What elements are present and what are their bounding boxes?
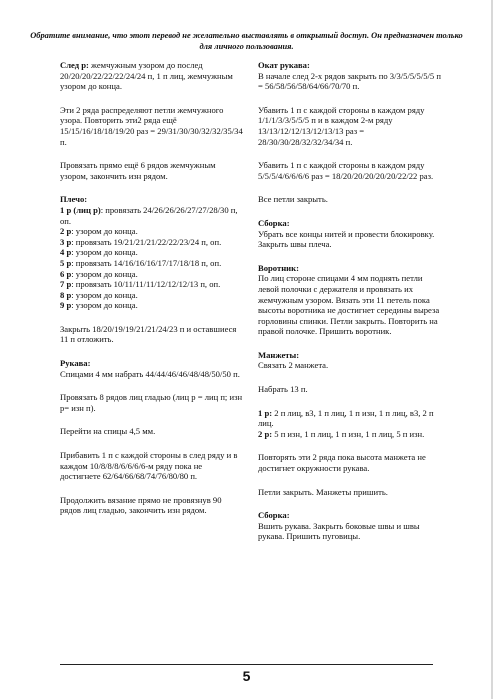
instruction-paragraph: Продолжить вязание прямо не провязнув 90 рядов лиц гладью, закончить изн рядом.	[60, 494, 222, 516]
section-title-sleeve-cap: Окат рукава:	[258, 60, 310, 70]
row-label: 7 р	[60, 279, 72, 290]
section-title-final-assembly: Сборка:	[258, 510, 290, 521]
cuff-rows	[258, 408, 441, 440]
instruction-paragraph: Провязать 8 рядов лиц гладью (лиц р = лиц п; изн р= изн п).	[60, 392, 243, 413]
instruction-paragraph: Закрыть 18/20/19/19/21/21/24/23 п и оставшиеся 11 п отложить.	[60, 323, 237, 345]
instruction-paragraph: Убавить 1 п с каждой стороны в каждом ряду 5/5/5/4/6/6/6/6 раз = 18/20/20/20/20/20/22/22 раз.	[258, 160, 434, 181]
row-label: 3 р	[60, 236, 72, 247]
cuff-row	[258, 408, 441, 429]
instruction-paragraph: Эти 2 ряда распределяют петли жемчужного узора. Повторить эти2 ряда ещё 15/15/16/18/18/19/20 раз = 29/31/30/30/32/32/35/34 п.	[60, 104, 243, 147]
shoulder-rows	[60, 205, 243, 311]
section-title-assembly: Сборка:	[258, 217, 290, 228]
instruction-paragraph: В начале след 2-х рядов закрыть по 3/3/5/5/5/5/5 п = 56/58/56/58/64/66/70/70 п.	[258, 70, 441, 92]
shoulder-row	[60, 269, 243, 280]
row-text: 5 п изн, 1 п лиц, 1 п изн, 1 п лиц, 5 п изн.	[272, 428, 425, 439]
section-title-sleeves: Рукава:	[60, 358, 91, 369]
section-title-cuffs: Манжеты:	[258, 349, 300, 360]
row-text: жемчужным узором до послед 20/20/20/22/22/22/24/24 п, 1 п лиц, жемчужным узором до конца.	[60, 60, 233, 92]
shoulder-row	[60, 247, 243, 258]
instruction-paragraph: Вшить рукава. Закрыть боковые швы и швы рукава. Пришить пуговицы.	[258, 520, 420, 542]
shoulder-row	[60, 279, 243, 290]
shoulder-row	[60, 258, 243, 269]
row-label: 1 р (лиц р)	[60, 204, 101, 215]
row-label: 2 р:	[258, 428, 273, 439]
row-label: 1 р:	[258, 407, 273, 418]
instruction-paragraph: По лиц стороне спицами 4 мм поднять петли левой полочки с держателя и провязать их жемчужным узором. Вязать эти 11 петель пока высоты воротника не достигнет середины выреза горловины спинки. Петли закрыть. Повторить на правой полочке. Пришить воротник.	[258, 273, 440, 337]
row-label: 8 р	[60, 289, 72, 300]
row-label: 5 р	[60, 257, 72, 268]
row-text: 2 п лиц, в3, 1 п лиц, 1 п изн, 1 п лиц, в3, 2 п лиц.	[258, 407, 434, 429]
instruction-paragraph: Набрать 13 п.	[258, 384, 308, 395]
footer-divider	[60, 664, 433, 665]
row-label: 4 р	[60, 247, 72, 258]
shoulder-row	[60, 300, 243, 311]
shoulder-row	[60, 226, 243, 237]
row-text: : провязать 24/26/26/26/27/27/28/30 п, оп.	[60, 204, 238, 226]
instruction-paragraph: Прибавить 1 п с каждой стороны в след ряду и в каждом 10/8/8/8/6/6/6/6-м ряду пока не достигнете 62/64/66/68/74/76/80/80 п.	[60, 450, 238, 482]
instruction-paragraph: Перейти на спицы 4,5 мм.	[60, 426, 156, 437]
instruction-paragraph: Петли закрыть. Манжеты пришить.	[258, 486, 388, 497]
instruction-paragraph: Все петли закрыть.	[258, 194, 328, 205]
copyright-notice: Обратите внимание, что этот перевод не желательно выставлять в открытый доступ. Он предназначен только для личного пользования.	[30, 31, 463, 51]
instruction-paragraph: Повторять эти 2 ряда пока высота манжета не достигнет окружности рукава.	[258, 452, 426, 474]
shoulder-row	[60, 237, 243, 248]
row-text: : узором до конца.	[71, 289, 138, 300]
instruction-paragraph: Провязать прямо ещё 6 рядов жемчужным узором, закончить изн рядом.	[60, 160, 216, 181]
section-title-collar: Воротник:	[258, 262, 299, 273]
row-label: 9 р	[60, 300, 72, 311]
row-text: : узором до конца.	[71, 268, 138, 279]
cuff-row	[258, 429, 441, 440]
instruction-paragraph: Убрать все концы нитей и провести блокировку. Закрыть швы плеча.	[258, 228, 435, 250]
instruction-paragraph	[60, 60, 243, 92]
section-title-shoulder: Плечо:	[60, 194, 88, 205]
row-text: : узором до конца.	[71, 300, 138, 311]
page-number: 5	[242, 668, 251, 684]
instruction-paragraph: Связать 2 манжета.	[258, 360, 329, 371]
left-column	[60, 60, 243, 516]
row-label: 6 р	[60, 268, 72, 279]
row-text: : узором до конца.	[71, 247, 138, 258]
row-text: : провязать 19/21/21/21/22/22/23/24 п, оп.	[71, 236, 222, 247]
shoulder-row	[60, 290, 243, 301]
row-text: : узором до конца.	[71, 226, 138, 237]
row-text: : провязать 10/11/11/11/12/12/12/13 п, оп.	[71, 279, 221, 290]
right-column	[258, 60, 441, 542]
row-label: 2 р	[60, 226, 72, 237]
row-label: След р:	[60, 60, 89, 70]
instruction-paragraph: Убавить 1 п с каждой стороны в каждом ряду 1/1/1/3/3/5/5/5 п и в каждом 2-м ряду 13/13/12/12/13/12/13/13 раз = 28/30/30/28/32/32/34/34 п.	[258, 104, 425, 147]
shoulder-row	[60, 205, 243, 226]
row-text: : провязать 14/16/16/16/17/17/18/18 п, оп.	[71, 257, 222, 268]
instruction-paragraph: Спицами 4 мм набрать 44/44/46/46/48/48/50/50 п.	[60, 368, 240, 379]
